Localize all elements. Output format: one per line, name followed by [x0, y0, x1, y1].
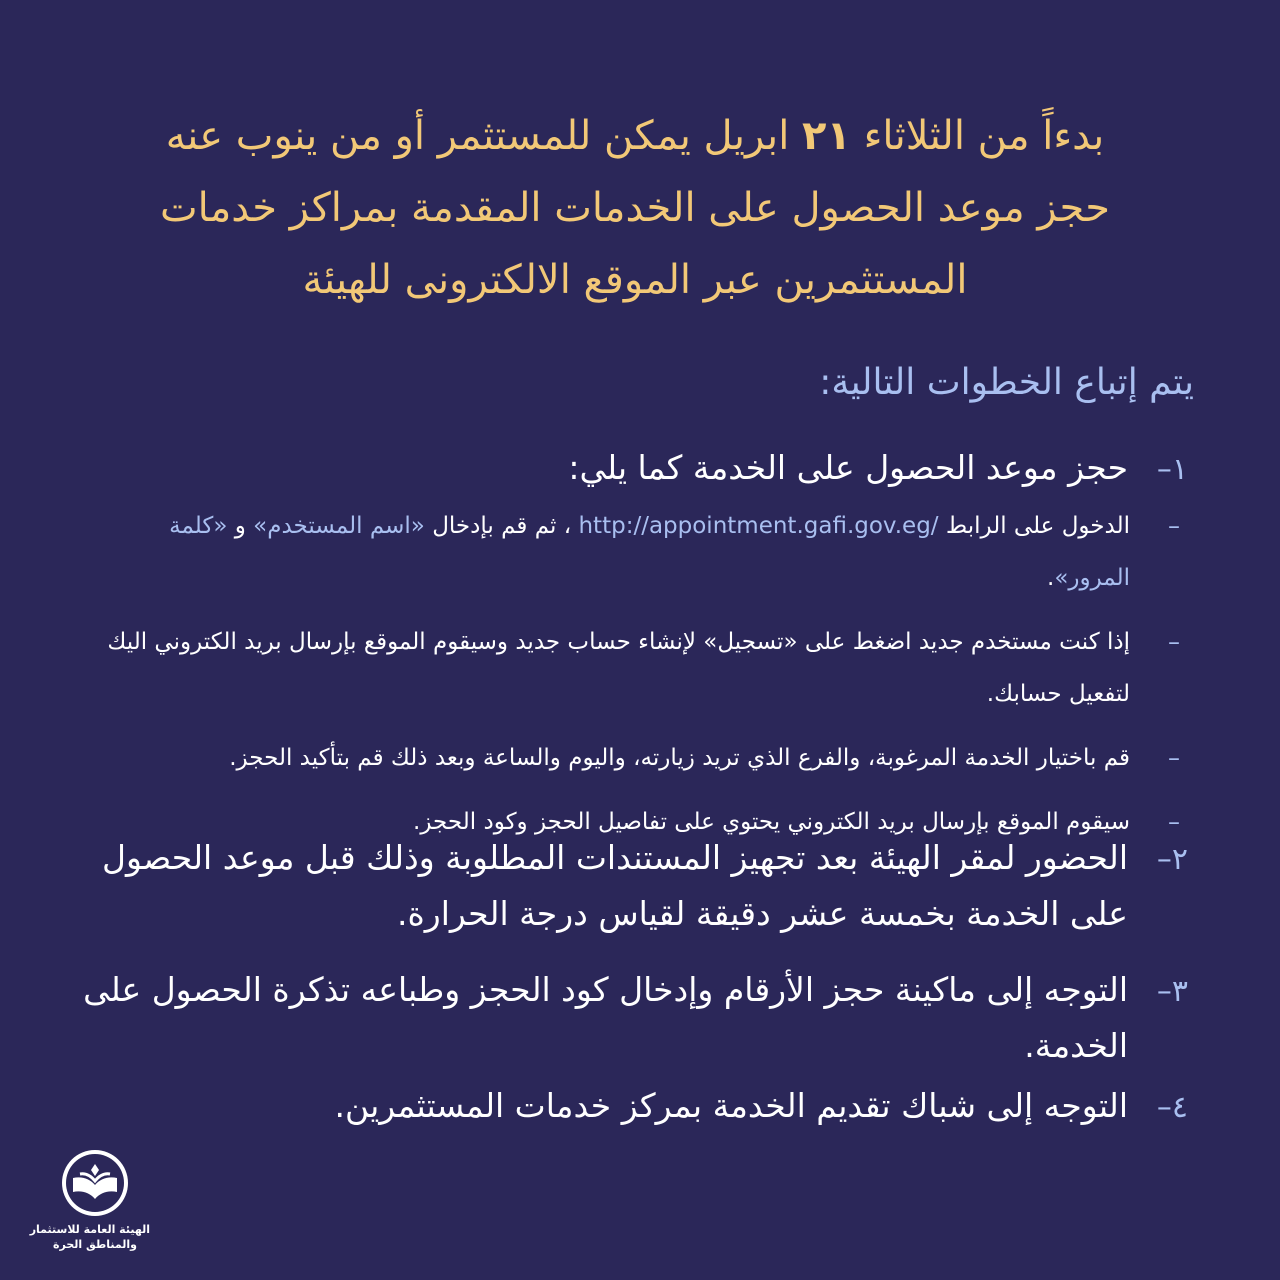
step-3-number: ٣– [1156, 974, 1188, 1009]
step-2-text: الحضور لمقر الهيئة بعد تجهيز المستندات المطلوبة وذلك قبل موعد الحصول على الخدمة بخمسة عشر دقيقة لقياس درجة الحرارة. [102, 838, 1128, 933]
sub-item-dash: – [1168, 808, 1180, 836]
step-4-text: التوجه إلى شباك تقديم الخدمة بمركز خدمات المستثمرين. [334, 1086, 1128, 1125]
username-label: «اسم المستخدم» [253, 513, 425, 539]
step-1 [78, 440, 1188, 496]
appointment-link[interactable]: http://appointment.gafi.gov.eg/ [578, 513, 939, 539]
sub-item-login-text-2: ، ثم قم بإدخال [432, 513, 572, 539]
headline-line-1 [90, 100, 1180, 172]
sub-item-email-confirmation-text: سيقوم الموقع بإرسال بريد الكتروني يحتوي على تفاصيل الحجز وكود الحجز. [413, 809, 1130, 835]
headline-line-2: حجز موعد الحصول على الخدمات المقدمة بمراكز خدمات [159, 185, 1111, 231]
headline-line-1-start: بدءاً من الثلاثاء [863, 113, 1105, 159]
step-1-text: حجز موعد الحصول على الخدمة كما يلي: [568, 448, 1128, 487]
sub-item-choose-service [88, 732, 1188, 784]
gafi-logo [29, 1148, 150, 1252]
step-1-number: ١– [1156, 452, 1188, 487]
sub-item-choose-service-text: قم باختيار الخدمة المرغوبة، والفرع الذي تريد زيارته، واليوم والساعة وبعد ذلك قم بتأكيد الحجز. [229, 745, 1130, 771]
step-1-sub-list [88, 500, 1188, 860]
headline-line-3: المستثمرين عبر الموقع الالكترونى للهيئة [302, 257, 968, 303]
sub-item-login-and: و [234, 513, 246, 539]
logo-line-1: الهيئة العامة للاستثمار [29, 1223, 150, 1236]
headline-date: ٢١ [802, 113, 851, 159]
headline [90, 100, 1180, 316]
step-3-text: التوجه إلى ماكينة حجز الأرقام وإدخال كود الحجز وطباعه تذكرة الحصول على الخدمة. [83, 970, 1128, 1065]
steps-title: يتم إتباع الخطوات التالية: [819, 362, 1194, 403]
sub-item-dash: – [1168, 628, 1180, 656]
sub-item-login [88, 500, 1188, 604]
step-4 [78, 1078, 1188, 1134]
step-3 [78, 962, 1188, 1074]
password-label: «كلمة المرور» [169, 513, 1130, 591]
sub-item-register [88, 616, 1188, 720]
sub-item-login-text: الدخول على الرابط [945, 513, 1130, 539]
logo-line-2: والمناطق الحرة [52, 1238, 137, 1251]
sub-item-register-text: إذا كنت مستخدم جديد اضغط على «تسجيل» لإنشاء حساب جديد وسيقوم الموقع بإرسال بريد الكتروني اليك لتفعيل حسابك. [107, 629, 1130, 707]
step-2 [78, 830, 1188, 942]
step-4-number: ٤– [1156, 1090, 1188, 1125]
sub-item-login-end: . [1047, 565, 1055, 591]
sub-item-dash: – [1168, 744, 1180, 772]
sub-item-dash: – [1168, 512, 1180, 540]
step-2-number: ٢– [1156, 842, 1188, 877]
book-emblem-icon [60, 1148, 130, 1218]
headline-line-1-end: ابريل يمكن للمستثمر أو من ينوب عنه [165, 113, 790, 159]
